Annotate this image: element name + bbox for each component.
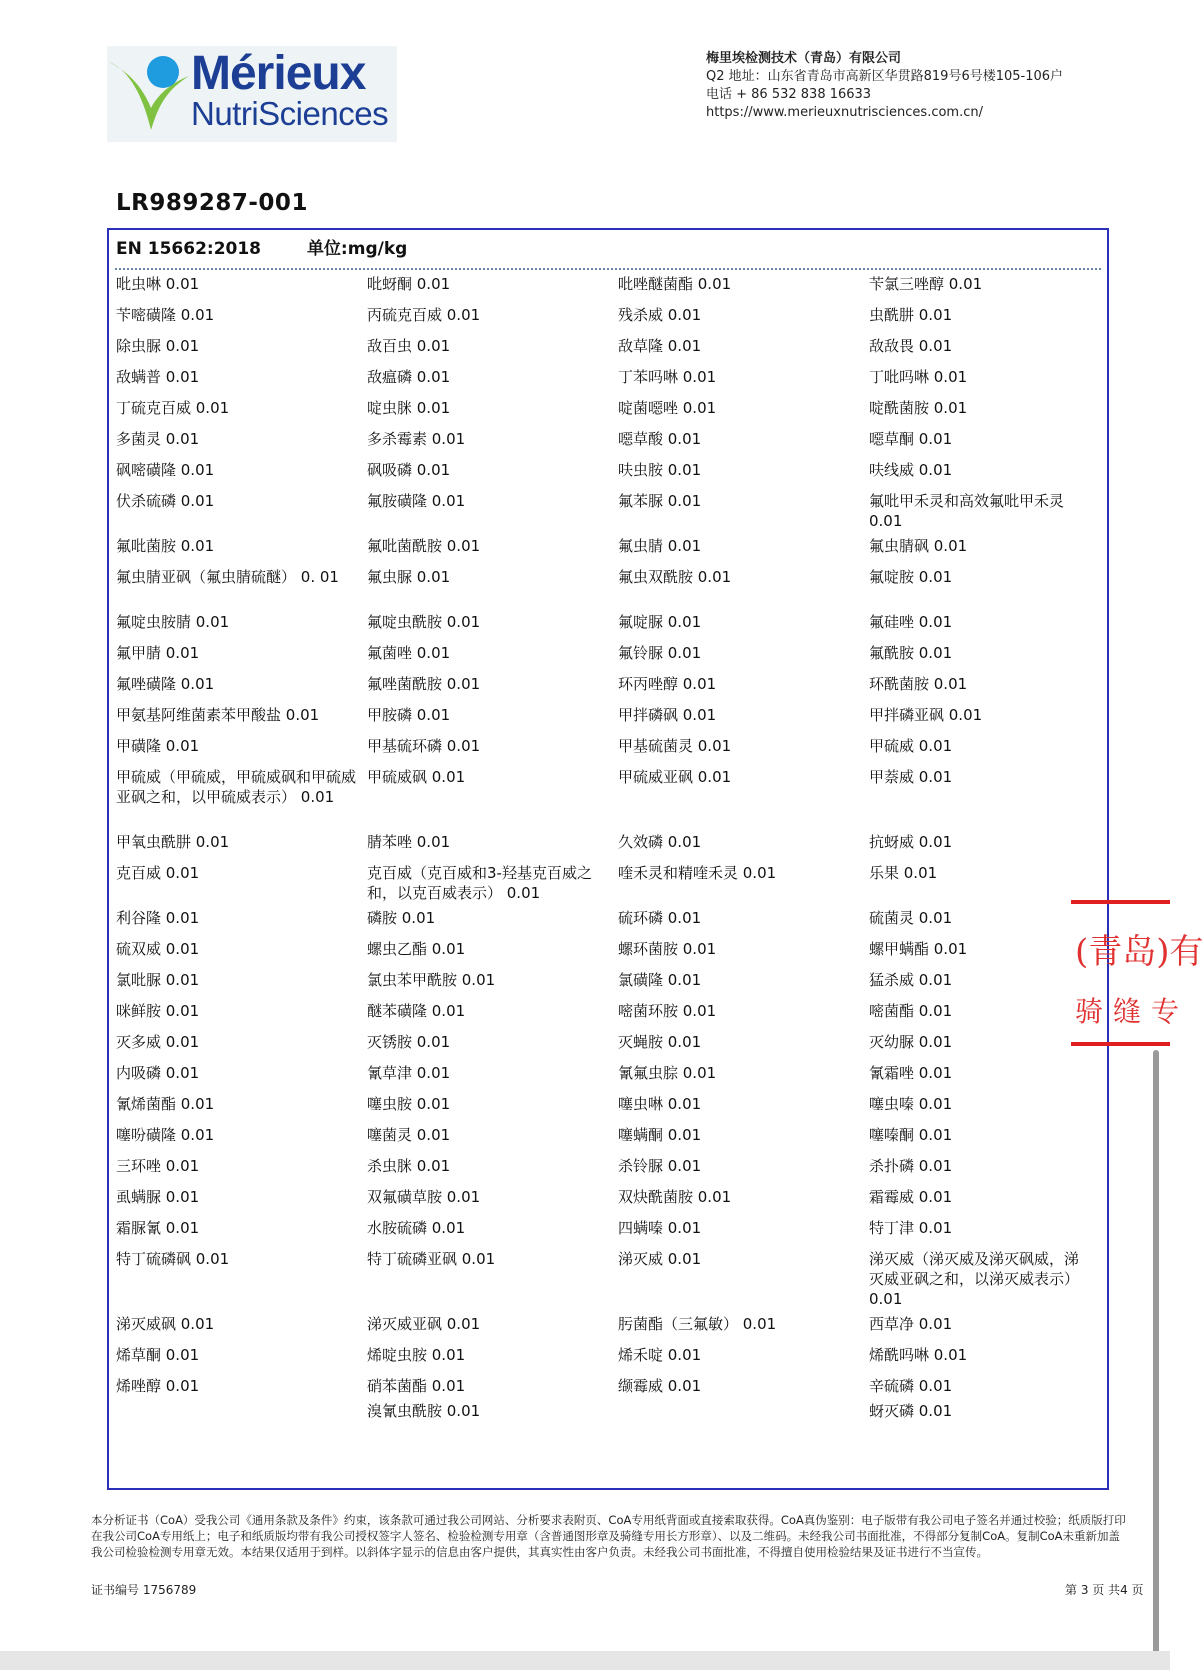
analyte-cell: 氟唑菌酰胺 0.01 bbox=[367, 675, 481, 693]
analyte-cell: 氟啶虫胺腈 0.01 bbox=[116, 613, 230, 631]
analyte-cell: 氟硅唑 0.01 bbox=[869, 613, 953, 631]
table-row bbox=[116, 1187, 1101, 1218]
analyte-cell: 虱螨脲 0.01 bbox=[116, 1188, 200, 1206]
analyte-cell: 甲磺隆 0.01 bbox=[116, 737, 200, 755]
company-website: https://www.merieuxnutrisciences.com.cn/ bbox=[706, 105, 983, 120]
analyte-cell: 氰氟虫腙 0.01 bbox=[618, 1064, 717, 1082]
analyte-cell: 除虫脲 0.01 bbox=[116, 337, 200, 355]
analyte-cell: 氟虫腈 0.01 bbox=[618, 537, 702, 555]
page-number: 第 3 页 共4 页 bbox=[1065, 1583, 1144, 1597]
analyte-cell: 水胺硫磷 0.01 bbox=[367, 1219, 466, 1237]
table-row bbox=[116, 1001, 1101, 1032]
table-row bbox=[116, 567, 1101, 612]
analyte-cell: 涕灭威（涕灭威及涕灭砜威，涕灭威亚砜之和，以涕灭威表示） 0.01 bbox=[869, 1250, 1080, 1308]
analyte-cell: 利谷隆 0.01 bbox=[116, 909, 200, 927]
analyte-cell: 丁苯吗啉 0.01 bbox=[618, 368, 717, 386]
seam-stamp bbox=[1071, 900, 1204, 1052]
analyte-cell: 吡蚜酮 0.01 bbox=[367, 275, 451, 293]
method-label: EN 15662:2018 bbox=[116, 239, 262, 259]
analyte-cell: 硫环磷 0.01 bbox=[618, 909, 702, 927]
analyte-cell: 灭蝇胺 0.01 bbox=[618, 1033, 702, 1051]
stamp-border-bottom bbox=[1071, 1042, 1170, 1046]
analyte-cell: 硫菌灵 0.01 bbox=[869, 909, 953, 927]
analyte-cell: 四螨嗪 0.01 bbox=[618, 1219, 702, 1237]
analyte-cell: 克百威（克百威和3-羟基克百威之和，以克百威表示） 0.01 bbox=[367, 864, 592, 902]
company-info bbox=[706, 50, 1136, 122]
table-row bbox=[116, 1249, 1101, 1314]
results-table bbox=[107, 228, 1109, 1490]
analyte-cell: 环丙唑醇 0.01 bbox=[618, 675, 717, 693]
table-row bbox=[116, 1401, 1101, 1423]
analyte-cell: 氟胺磺隆 0.01 bbox=[367, 492, 466, 510]
analyte-cell: 螺甲螨酯 0.01 bbox=[869, 940, 968, 958]
certificate-number: 证书编号 1756789 bbox=[91, 1583, 197, 1597]
table-row bbox=[116, 536, 1101, 567]
analyte-cell: 噻嗪酮 0.01 bbox=[869, 1126, 953, 1144]
table-row bbox=[116, 305, 1101, 336]
table-row bbox=[116, 674, 1101, 705]
table-row bbox=[116, 643, 1101, 674]
analyte-cell: 丁吡吗啉 0.01 bbox=[869, 368, 968, 386]
analyte-cell: 甲基硫菌灵 0.01 bbox=[618, 737, 732, 755]
table-row bbox=[116, 1345, 1101, 1376]
analyte-cell: 苄嘧磺隆 0.01 bbox=[116, 306, 215, 324]
analyte-cell: 烯唑醇 0.01 bbox=[116, 1377, 200, 1395]
stamp-border-top bbox=[1071, 900, 1170, 904]
company-address: Q2 地址：山东省青岛市高新区华贯路819号6号楼105-106户 bbox=[706, 69, 1064, 84]
analyte-cell: 氟菌唑 0.01 bbox=[367, 644, 451, 662]
analyte-cell: 内吸磷 0.01 bbox=[116, 1064, 200, 1082]
analyte-cell: 乐果 0.01 bbox=[869, 864, 938, 882]
analyte-cell: 氟吡菌胺 0.01 bbox=[116, 537, 215, 555]
analyte-cell bbox=[618, 1401, 869, 1423]
analyte-cell: 甲硫威亚砜 0.01 bbox=[618, 768, 732, 786]
analyte-cell: 甲基硫环磷 0.01 bbox=[367, 737, 481, 755]
analyte-cell: 甲拌磷砜 0.01 bbox=[618, 706, 717, 724]
analyte-cell: 氟铃脲 0.01 bbox=[618, 644, 702, 662]
table-row bbox=[116, 832, 1101, 863]
analyte-cell: 甲胺磷 0.01 bbox=[367, 706, 451, 724]
analyte-cell: 啶虫脒 0.01 bbox=[367, 399, 451, 417]
analyte-cell: 霜霉威 0.01 bbox=[869, 1188, 953, 1206]
analyte-cell: 久效磷 0.01 bbox=[618, 833, 702, 851]
analyte-cell: 氟吡甲禾灵和高效氟吡甲禾灵 0.01 bbox=[869, 492, 1065, 530]
analyte-cell: 噻螨酮 0.01 bbox=[618, 1126, 702, 1144]
analyte-cell: 噻吩磺隆 0.01 bbox=[116, 1126, 215, 1144]
analyte-cell: 辛硫磷 0.01 bbox=[869, 1377, 953, 1395]
analyte-cell: 双氟磺草胺 0.01 bbox=[367, 1188, 481, 1206]
analyte-cell: 霜脲氰 0.01 bbox=[116, 1219, 200, 1237]
company-name: 梅里埃检测技术（青岛）有限公司 bbox=[706, 51, 902, 66]
analyte-cell: 杀扑磷 0.01 bbox=[869, 1157, 953, 1175]
stamp-text-1: (青岛)有 bbox=[1075, 932, 1204, 972]
analyte-cell: 噁草酮 0.01 bbox=[869, 430, 953, 448]
analyte-cell: 特丁津 0.01 bbox=[869, 1219, 953, 1237]
analyte-cell: 甲萘威 0.01 bbox=[869, 768, 953, 786]
table-row bbox=[116, 460, 1101, 491]
logo-text-nutrisciences: NutriSciences bbox=[191, 95, 389, 132]
analyte-cell: 伏杀硫磷 0.01 bbox=[116, 492, 215, 510]
analyte-cell: 烯禾啶 0.01 bbox=[618, 1346, 702, 1364]
table-row bbox=[116, 1218, 1101, 1249]
analyte-cell: 敌敌畏 0.01 bbox=[869, 337, 953, 355]
analyte-cell: 噻菌灵 0.01 bbox=[367, 1126, 451, 1144]
analyte-cell: 噻虫胺 0.01 bbox=[367, 1095, 451, 1113]
analyte-cell: 杀铃脲 0.01 bbox=[618, 1157, 702, 1175]
analyte-cell: 敌瘟磷 0.01 bbox=[367, 368, 451, 386]
analyte-cell: 杀虫脒 0.01 bbox=[367, 1157, 451, 1175]
analyte-cell: 溴氰虫酰胺 0.01 bbox=[367, 1402, 481, 1420]
table-row bbox=[116, 939, 1101, 970]
analyte-cell: 砜嘧磺隆 0.01 bbox=[116, 461, 215, 479]
analyte-grid bbox=[116, 274, 1101, 1423]
unit-label: 单位:mg/kg bbox=[306, 239, 408, 259]
logo-text-merieux: Mérieux bbox=[191, 47, 366, 100]
analyte-cell: 醚苯磺隆 0.01 bbox=[367, 1002, 466, 1020]
analyte-cell: 嘧菌环胺 0.01 bbox=[618, 1002, 717, 1020]
table-row bbox=[116, 429, 1101, 460]
table-row bbox=[116, 612, 1101, 643]
analyte-cell: 螺环菌胺 0.01 bbox=[618, 940, 717, 958]
company-phone: 电话 + 86 532 838 16633 bbox=[706, 87, 872, 102]
table-row bbox=[116, 1094, 1101, 1125]
analyte-cell: 甲拌磷亚砜 0.01 bbox=[869, 706, 983, 724]
analyte-cell: 多杀霉素 0.01 bbox=[367, 430, 466, 448]
analyte-cell: 氯磺隆 0.01 bbox=[618, 971, 702, 989]
analyte-cell: 吡虫啉 0.01 bbox=[116, 275, 200, 293]
analyte-cell: 嘧菌酯 0.01 bbox=[869, 1002, 953, 1020]
table-row bbox=[116, 1032, 1101, 1063]
analyte-cell: 氟吡菌酰胺 0.01 bbox=[367, 537, 481, 555]
analyte-cell: 氯吡脲 0.01 bbox=[116, 971, 200, 989]
analyte-cell: 多菌灵 0.01 bbox=[116, 430, 200, 448]
analyte-cell: 烯草酮 0.01 bbox=[116, 1346, 200, 1364]
analyte-cell: 克百威 0.01 bbox=[116, 864, 200, 882]
viewer-bottom-bar bbox=[0, 1651, 1170, 1670]
analyte-cell: 残杀威 0.01 bbox=[618, 306, 702, 324]
dotted-divider bbox=[115, 268, 1101, 270]
analyte-cell: 灭幼脲 0.01 bbox=[869, 1033, 953, 1051]
analyte-cell: 特丁硫磷亚砜 0.01 bbox=[367, 1250, 496, 1268]
analyte-cell: 氟虫腈砜 0.01 bbox=[869, 537, 968, 555]
analyte-cell: 蚜灭磷 0.01 bbox=[869, 1402, 953, 1420]
analyte-cell: 呋线威 0.01 bbox=[869, 461, 953, 479]
analyte-cell: 丙硫克百威 0.01 bbox=[367, 306, 481, 324]
analyte-cell: 氟虫双酰胺 0.01 bbox=[618, 568, 732, 586]
table-row bbox=[116, 1063, 1101, 1094]
analyte-cell: 甲氨基阿维菌素苯甲酸盐 0.01 bbox=[116, 706, 320, 724]
analyte-cell: 甲硫威 0.01 bbox=[869, 737, 953, 755]
analyte-cell bbox=[116, 1401, 367, 1423]
analyte-cell: 灭多威 0.01 bbox=[116, 1033, 200, 1051]
analyte-cell: 缬霉威 0.01 bbox=[618, 1377, 702, 1395]
table-row bbox=[116, 1376, 1101, 1401]
analyte-cell: 氟虫腈亚砜（氟虫腈硫醚） 0. 01 bbox=[116, 568, 339, 586]
table-row bbox=[116, 970, 1101, 1001]
analyte-cell: 敌草隆 0.01 bbox=[618, 337, 702, 355]
table-row bbox=[116, 705, 1101, 736]
table-row bbox=[116, 1156, 1101, 1187]
analyte-cell: 涕灭威亚砜 0.01 bbox=[367, 1315, 481, 1333]
analyte-cell: 双炔酰菌胺 0.01 bbox=[618, 1188, 732, 1206]
stamp-text-2: 骑缝专 bbox=[1075, 995, 1190, 1028]
analyte-cell: 甲氧虫酰肼 0.01 bbox=[116, 833, 230, 851]
analyte-cell: 烯酰吗啉 0.01 bbox=[869, 1346, 968, 1364]
analyte-cell: 氟苯脲 0.01 bbox=[618, 492, 702, 510]
company-logo bbox=[107, 46, 397, 142]
report-number: LR989287-001 bbox=[116, 190, 308, 216]
analyte-cell: 砜吸磷 0.01 bbox=[367, 461, 451, 479]
table-row bbox=[116, 367, 1101, 398]
logo-dot-icon bbox=[147, 56, 179, 88]
analyte-cell: 甲硫威砜 0.01 bbox=[367, 768, 466, 786]
table-row bbox=[116, 491, 1101, 536]
analyte-cell: 敌螨普 0.01 bbox=[116, 368, 200, 386]
analyte-cell: 三环唑 0.01 bbox=[116, 1157, 200, 1175]
analyte-cell: 敌百虫 0.01 bbox=[367, 337, 451, 355]
analyte-cell: 腈苯唑 0.01 bbox=[367, 833, 451, 851]
table-row bbox=[116, 908, 1101, 939]
analyte-cell: 苄氯三唑醇 0.01 bbox=[869, 275, 983, 293]
analyte-cell: 甲硫威（甲硫威，甲硫威砜和甲硫威亚砜之和，以甲硫威表示） 0.01 bbox=[116, 768, 357, 806]
analyte-cell: 氟唑磺隆 0.01 bbox=[116, 675, 215, 693]
analyte-cell: 氟酰胺 0.01 bbox=[869, 644, 953, 662]
analyte-cell: 氟啶脲 0.01 bbox=[618, 613, 702, 631]
analyte-cell: 氰霜唑 0.01 bbox=[869, 1064, 953, 1082]
analyte-cell: 噻虫啉 0.01 bbox=[618, 1095, 702, 1113]
table-row bbox=[116, 1314, 1101, 1345]
table-row bbox=[116, 336, 1101, 367]
analyte-cell: 硫双威 0.01 bbox=[116, 940, 200, 958]
table-row bbox=[116, 398, 1101, 429]
table-row bbox=[116, 767, 1101, 832]
table-header bbox=[116, 234, 407, 264]
analyte-cell: 抗蚜威 0.01 bbox=[869, 833, 953, 851]
analyte-cell: 螺虫乙酯 0.01 bbox=[367, 940, 466, 958]
analyte-cell: 特丁硫磷砜 0.01 bbox=[116, 1250, 230, 1268]
analyte-cell: 磷胺 0.01 bbox=[367, 909, 436, 927]
analyte-cell: 涕灭威砜 0.01 bbox=[116, 1315, 215, 1333]
scrollbar[interactable] bbox=[1153, 1050, 1159, 1670]
analyte-cell: 西草净 0.01 bbox=[869, 1315, 953, 1333]
analyte-cell: 氟甲腈 0.01 bbox=[116, 644, 200, 662]
analyte-cell: 氯虫苯甲酰胺 0.01 bbox=[367, 971, 496, 989]
analyte-cell: 啶菌噁唑 0.01 bbox=[618, 399, 717, 417]
analyte-cell: 环酰菌胺 0.01 bbox=[869, 675, 968, 693]
table-row bbox=[116, 736, 1101, 767]
table-row bbox=[116, 1125, 1101, 1156]
table-row bbox=[116, 863, 1101, 908]
analyte-cell: 猛杀威 0.01 bbox=[869, 971, 953, 989]
analyte-cell: 虫酰肼 0.01 bbox=[869, 306, 953, 324]
analyte-cell: 喹禾灵和精喹禾灵 0.01 bbox=[618, 864, 777, 882]
analyte-cell: 氰烯菌酯 0.01 bbox=[116, 1095, 215, 1113]
analyte-cell: 氟虫脲 0.01 bbox=[367, 568, 451, 586]
analyte-cell: 肟菌酯（三氟敏） 0.01 bbox=[618, 1315, 777, 1333]
analyte-cell: 噻虫嗪 0.01 bbox=[869, 1095, 953, 1113]
analyte-cell: 啶酰菌胺 0.01 bbox=[869, 399, 968, 417]
disclaimer-text: 本分析证书（CoA）受我公司《通用条款及条件》约束，该条款可通过我公司网站、分析要求表附页、CoA专用纸背面或直接索取获得。CoA真伪鉴别：电子版带有我公司电子签名并通过校验；纸质版打印在我公司CoA专用纸上；电子和纸质版均带有我公司授权签字人签名、检验检测专用章（含普通图形章及骑缝专用长方形章）、以及二维码。未经我公司书面批准，不得部分复制CoA。复制CoA未重新加盖我公司检验检测专用章无效。本结果仅适用于到样。以斜体字显示的信息由客户提供，其真实性由客户负责。未经我公司书面批准，不得擅自使用检验结果及证书进行不当宣传。 bbox=[91, 1513, 1126, 1559]
analyte-cell: 硝苯菌酯 0.01 bbox=[367, 1377, 466, 1395]
analyte-cell: 氰草津 0.01 bbox=[367, 1064, 451, 1082]
analyte-cell: 咪鲜胺 0.01 bbox=[116, 1002, 200, 1020]
analyte-cell: 吡唑醚菌酯 0.01 bbox=[618, 275, 732, 293]
analyte-cell: 烯啶虫胺 0.01 bbox=[367, 1346, 466, 1364]
analyte-cell: 灭锈胺 0.01 bbox=[367, 1033, 451, 1051]
analyte-cell: 氟啶胺 0.01 bbox=[869, 568, 953, 586]
analyte-cell: 涕灭威 0.01 bbox=[618, 1250, 702, 1268]
table-row bbox=[116, 274, 1101, 305]
analyte-cell: 丁硫克百威 0.01 bbox=[116, 399, 230, 417]
analyte-cell: 呋虫胺 0.01 bbox=[618, 461, 702, 479]
analyte-cell: 氟啶虫酰胺 0.01 bbox=[367, 613, 481, 631]
analyte-cell: 噁草酸 0.01 bbox=[618, 430, 702, 448]
